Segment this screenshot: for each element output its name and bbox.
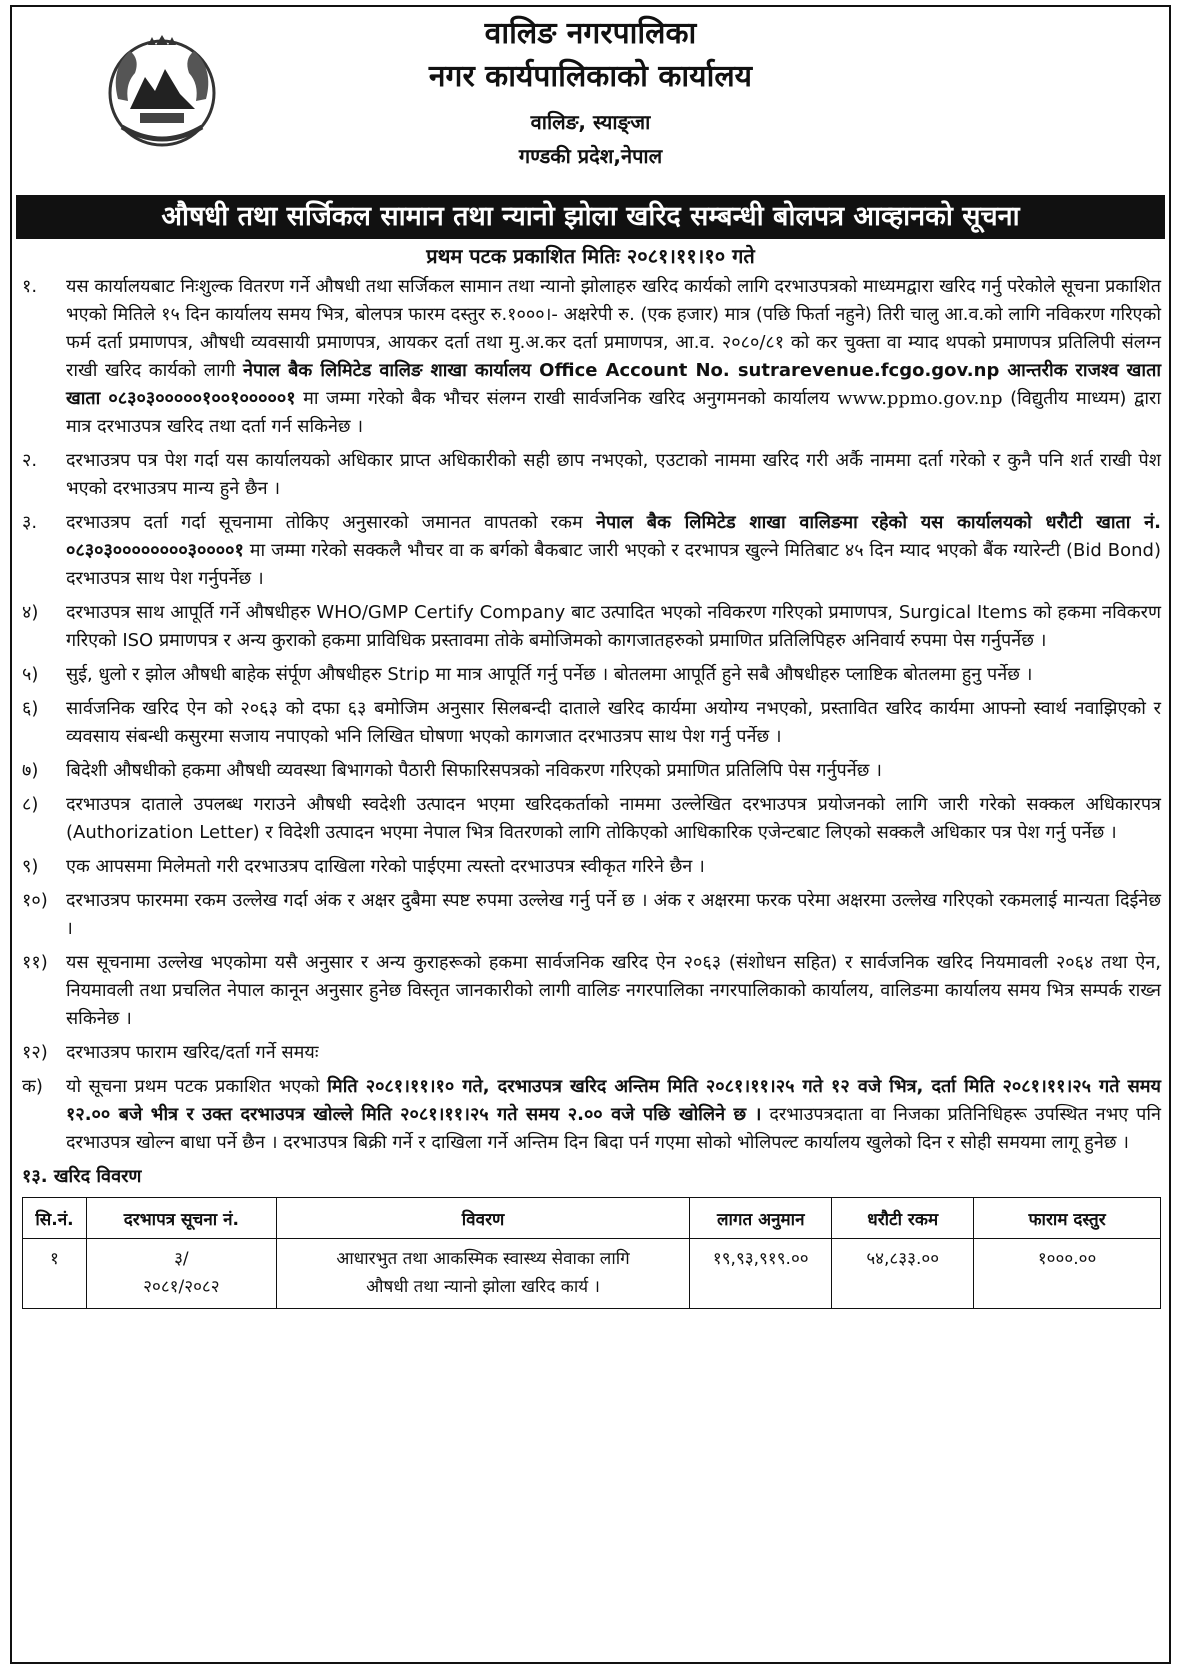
clause-text-part: मा जम्मा गरेको सक्कलै भौचर वा क बर्गको बैकबाट जारी भएको र दरभापत्र खुल्ने मितिबाट ४५ दिन म्याद भएको बैंक ग्यारेन्टी (Bid Bond) दरभाउपत्र साथ पेश गर्नुपर्नेछ । xyxy=(66,540,1161,589)
column-header: विवरण xyxy=(276,1198,690,1239)
clause-text: दरभाउत्रप फारममा रकम उल्लेख गर्दा अंक र अक्षर दुबैमा स्पष्ट रुपमा उल्लेख गर्नु पर्ने छ । अंक र अक्षरमा फरक परेमा अक्षरमा उल्लेख गरिएको रकमलाई मान्यता दिईनेछ । xyxy=(66,890,1161,939)
clause-7 xyxy=(22,757,1161,785)
clause-10 xyxy=(22,887,1161,943)
clause-text: दरभाउत्रप फाराम खरिद/दर्ता गर्ने समयः xyxy=(66,1042,319,1063)
clause-number: ७) xyxy=(22,760,39,781)
clause-text: दरभाउपत्र साथ आपूर्ति गर्ने औषधीहरु WHO/GMP Certify Company बाट उत्पादित भएको नविकरण गरिएको प्रमाणपत्र, Surgical Items को हकमा नविकरण गरिएको ISO प्रमाणपत्र र अन्य कुराको हकमा प्राविधिक प्रस्तावमा तोके बमोजिमको कागजातहरुको प्रमाणित प्रतिलिपिहरु अनिवार्य रुपमा पेस गर्नुपर्नेछ । xyxy=(66,602,1161,651)
column-header: दरभापत्र सूचना नं. xyxy=(86,1198,276,1239)
ppmo-link: www.ppmo.gov.np xyxy=(837,388,1003,409)
notice-number-line: २०८१/२०८२ xyxy=(143,1277,220,1297)
org-name: वालिङ नगरपालिका xyxy=(484,16,697,51)
clause-text: सार्वजनिक खरिद ऐन को २०६३ को दफा ६३ बमोजिम अनुसार सिलबन्दी दाताले खरिद कार्यमा अयोग्य नभएको, प्रस्तावित खरिद कार्यमा आफ्नो स्वार्थ नवाझिएको र व्यवसाय संबन्धी कसुरमा सजाय नपाएको भनि लिखित घोषणा भएको कागजात दरभाउत्रप साथ पेश गर्नु पर्नेछ । xyxy=(66,698,1161,747)
clause-text xyxy=(66,273,1161,441)
clause-text-part: (विद्युतीय माध्यम) द्वारा मात्र दरभाउपत्र खरिद तथा दर्ता गर्न सकिनेछ । xyxy=(66,388,1162,437)
clause-number: १०) xyxy=(22,890,48,911)
clause-text-part: दरभाउत्रप दर्ता गर्दा सूचनामा तोकिए अनुसारको जमानत वापतको रकम xyxy=(66,512,596,533)
clause-text: यस सूचनामा उल्लेख भएकोमा यसै अनुसार र अन्य कुराहरूको हकमा सार्वजनिक खरिद ऐन २०६३ (संशोधन सहित) र सार्वजनिक खरिद नियमावली २०६४ तथा ऐन, नियमावली तथा प्रचलित नेपाल कानून अनुसार हुनेछ विस्तृत जानकारीको लागी वालिङ नगरपालिका नगरपालिकाको कार्यालय, वालिङमा कार्यालय समय भित्र सम्पर्क राख्न सकिनेछ । xyxy=(66,952,1161,1029)
letterhead xyxy=(12,13,1169,191)
clause-number: १२) xyxy=(22,1042,48,1063)
notice-number-cell xyxy=(86,1239,276,1309)
clause-text xyxy=(66,509,1161,593)
clause-8 xyxy=(22,791,1161,847)
description-line: आधारभुत तथा आकस्मिक स्वास्थ्य सेवाका लागि xyxy=(336,1249,630,1269)
column-header: धरौटी रकम xyxy=(832,1198,974,1239)
clause-text-part: दरभाउपत्रदाता वा निजका प्रतिनिधिहरू उपस्थित नभए पनि दरभाउपत्र खोल्न बाधा पर्ने छैन । दरभाउपत्र बिक्री गर्ने र दाखिला गर्ने अन्तिम दिन बिदा पर्न गएमा सोको भोलिपल्ट कार्यालय खुलेको दिन र सोही समयमा लागू हुनेछ । xyxy=(66,1104,1161,1153)
publish-date: प्रथम पटक प्रकाशित मितिः २०८१।११।१० गते xyxy=(426,244,755,268)
office-name: नगर कार्यपालिकाको कार्यालय xyxy=(428,59,753,94)
clause-5 xyxy=(22,661,1161,689)
province: गण्डकी प्रदेश,नेपाल xyxy=(518,144,663,168)
serial-number-cell: १ xyxy=(23,1239,87,1309)
account-details: नेपाल बैक लिमिटेड वालिङ शाखा कार्यालय Office Account No. sutrarevenue.fcgo.gov.np आन्तरीक राजश्व खाता खाता ०८३०३०००००१००१०००००१ xyxy=(66,360,1161,409)
clause-12-ka xyxy=(22,1073,1161,1157)
clause-number: ३. xyxy=(22,512,38,533)
clause-number: क) xyxy=(22,1076,43,1097)
clause-text: सुई, धुलो र झोल औषधी बाहेक संर्पूण औषधीहरु Strip मा मात्र आपूर्ति गर्नु पर्नेछ । बोतलमा आपूर्ति हुने सबै औषधीहरु प्लाष्टिक बोतलमा हुनु पर्नेछ । xyxy=(66,664,1033,685)
notice-title: औषधी तथा सर्जिकल सामान तथा न्यानो झोला खरिद सम्बन्धी बोलपत्र आव्हानको सूचना xyxy=(16,195,1165,239)
clause-1 xyxy=(22,273,1161,441)
clause-text: दरभाउत्रप पत्र पेश गर्दा यस कार्यालयको अधिकार प्राप्त अधिकारीको सही छाप नभएको, एउटाको नाममा खरिद गरी अर्कै नाममा दर्ता गरेको र कुनै पनि शर्त राखी पेश भएको दरभाउत्रप मान्य हुने छैन । xyxy=(66,450,1161,499)
deposit-account-details: नेपाल बैक लिमिटेड शाखा वालिङमा रहेको यस कार्यालयको धरौटी खाता नं. ०८३०३००००००००३००००१ xyxy=(66,512,1161,561)
clause-text-part: यो सूचना प्रथम पटक प्रकाशित भएको xyxy=(66,1076,328,1097)
clause-number: २. xyxy=(22,450,38,471)
clause-text xyxy=(66,1073,1161,1157)
notice-number-line: ३/ xyxy=(174,1249,189,1269)
cost-estimate-cell: १९,९३,९१९.०० xyxy=(690,1239,832,1309)
clause-number: ९) xyxy=(22,856,39,877)
nepal-government-emblem-icon xyxy=(100,29,225,154)
clause-9 xyxy=(22,853,1161,881)
clause-text: दरभाउपत्र दाताले उपलब्ध गराउने औषधी स्वदेशी उत्पादन भएमा खरिदकर्ताको नाममा उल्लेखित दरभाउपत्र प्रयोजनको लागि जारी गरेको सक्कल अधिकारपत्र (Authorization Letter) र विदेशी उत्पादन भएमा नेपाल भित्र वितरणको लागि तोकिएको आधिकारिक एजेन्टबाट लिएको सक्कलै अधिकार पत्र पेश गर्नु पर्नेछ । xyxy=(66,794,1161,843)
table-row xyxy=(23,1239,1161,1309)
clause-text-part: यस कार्यालयबाट निःशुल्क वितरण गर्ने औषधी तथा सर्जिकल सामान तथा न्यानो झोलाहरु खरिद कार्यको लागि दरभाउपत्रको माध्यमद्वारा खरिद गर्नु परेकोले सूचना प्रकाशित भएको मितिले १५ दिन कार्यालय समय भित्र, बोलपत्र फारम दस्तुर रु.१०००।- अक्षरेपी रु. (एक हजार) मात्र (पछि फिर्ता नहुने) तिरी चालु आ.व.को लागि नविकरण गरिएको फर्म दर्ता प्रमाणपत्र, औषधी व्यवसायी प्रमाणपत्र, आयकर दर्ता तथा मु.अ.कर दर्ता प्रमाणपत्र, आ.व. २०८०/८१ को कर चुक्ता वा म्याद थपको प्रमाणपत्र प्रतिलिपी संलग्न राखी खरिद कार्यको लागी xyxy=(66,276,1161,381)
description-cell xyxy=(276,1239,690,1309)
deposit-cell: ५४,८३३.०० xyxy=(832,1239,974,1309)
clause-number: ११) xyxy=(22,952,48,973)
clause-2 xyxy=(22,447,1161,503)
clause-list xyxy=(12,273,1169,1157)
location: वालिङ, स्याङ्जा xyxy=(530,110,651,134)
clause-number: ४) xyxy=(22,602,39,623)
clause-number: १. xyxy=(22,276,38,297)
clause-12 xyxy=(22,1039,1161,1067)
procurement-table xyxy=(22,1197,1161,1309)
schedule-dates: मिति २०८१।११।१० गते, दरभाउपत्र खरिद अन्तिम मिति २०८१।११।२५ गते १२ वजे भित्र, दर्ता मिति २०८१।११।२५ गते समय १२.०० बजे भीत्र र उक्त दरभाउपत्र खोल्ले मिति २०८१।११।२५ गते समय २.०० वजे पछि खोलिने छ । xyxy=(66,1076,1161,1125)
column-header: सि.नं. xyxy=(23,1198,87,1239)
clause-3 xyxy=(22,509,1161,593)
clause-4 xyxy=(22,599,1161,655)
column-header: लागत अनुमान xyxy=(690,1198,832,1239)
clause-number: ६) xyxy=(22,698,39,719)
table-header-row xyxy=(23,1198,1161,1239)
clause-11 xyxy=(22,949,1161,1033)
description-line: औषधी तथा न्यानो झोला खरिद कार्य । xyxy=(366,1277,600,1297)
column-header: फाराम दस्तुर xyxy=(974,1198,1161,1239)
form-fee-cell: १०००.०० xyxy=(974,1239,1161,1309)
clause-text: बिदेशी औषधीको हकमा औषधी व्यवस्था बिभागको पैठारी सिफारिसपत्रको नविकरण गरिएको प्रमाणित प्रतिलिपि पेस गर्नुपर्नेछ । xyxy=(66,760,882,781)
notice-page xyxy=(10,5,1171,1664)
procurement-details-title: १३. खरिद विवरण xyxy=(22,1166,142,1187)
clause-number: ५) xyxy=(22,664,39,685)
clause-6 xyxy=(22,695,1161,751)
clause-text: एक आपसमा मिलेमतो गरी दरभाउत्रप दाखिला गरेको पाईएमा त्यस्तो दरभाउपत्र स्वीकृत गरिने छैन । xyxy=(66,856,705,877)
clause-text-part: मा जम्मा गरेको बैक भौचर संलग्न राखी सार्वजनिक खरिद अनुगमनको कार्यालय xyxy=(295,388,838,409)
clause-number: ८) xyxy=(22,794,39,815)
